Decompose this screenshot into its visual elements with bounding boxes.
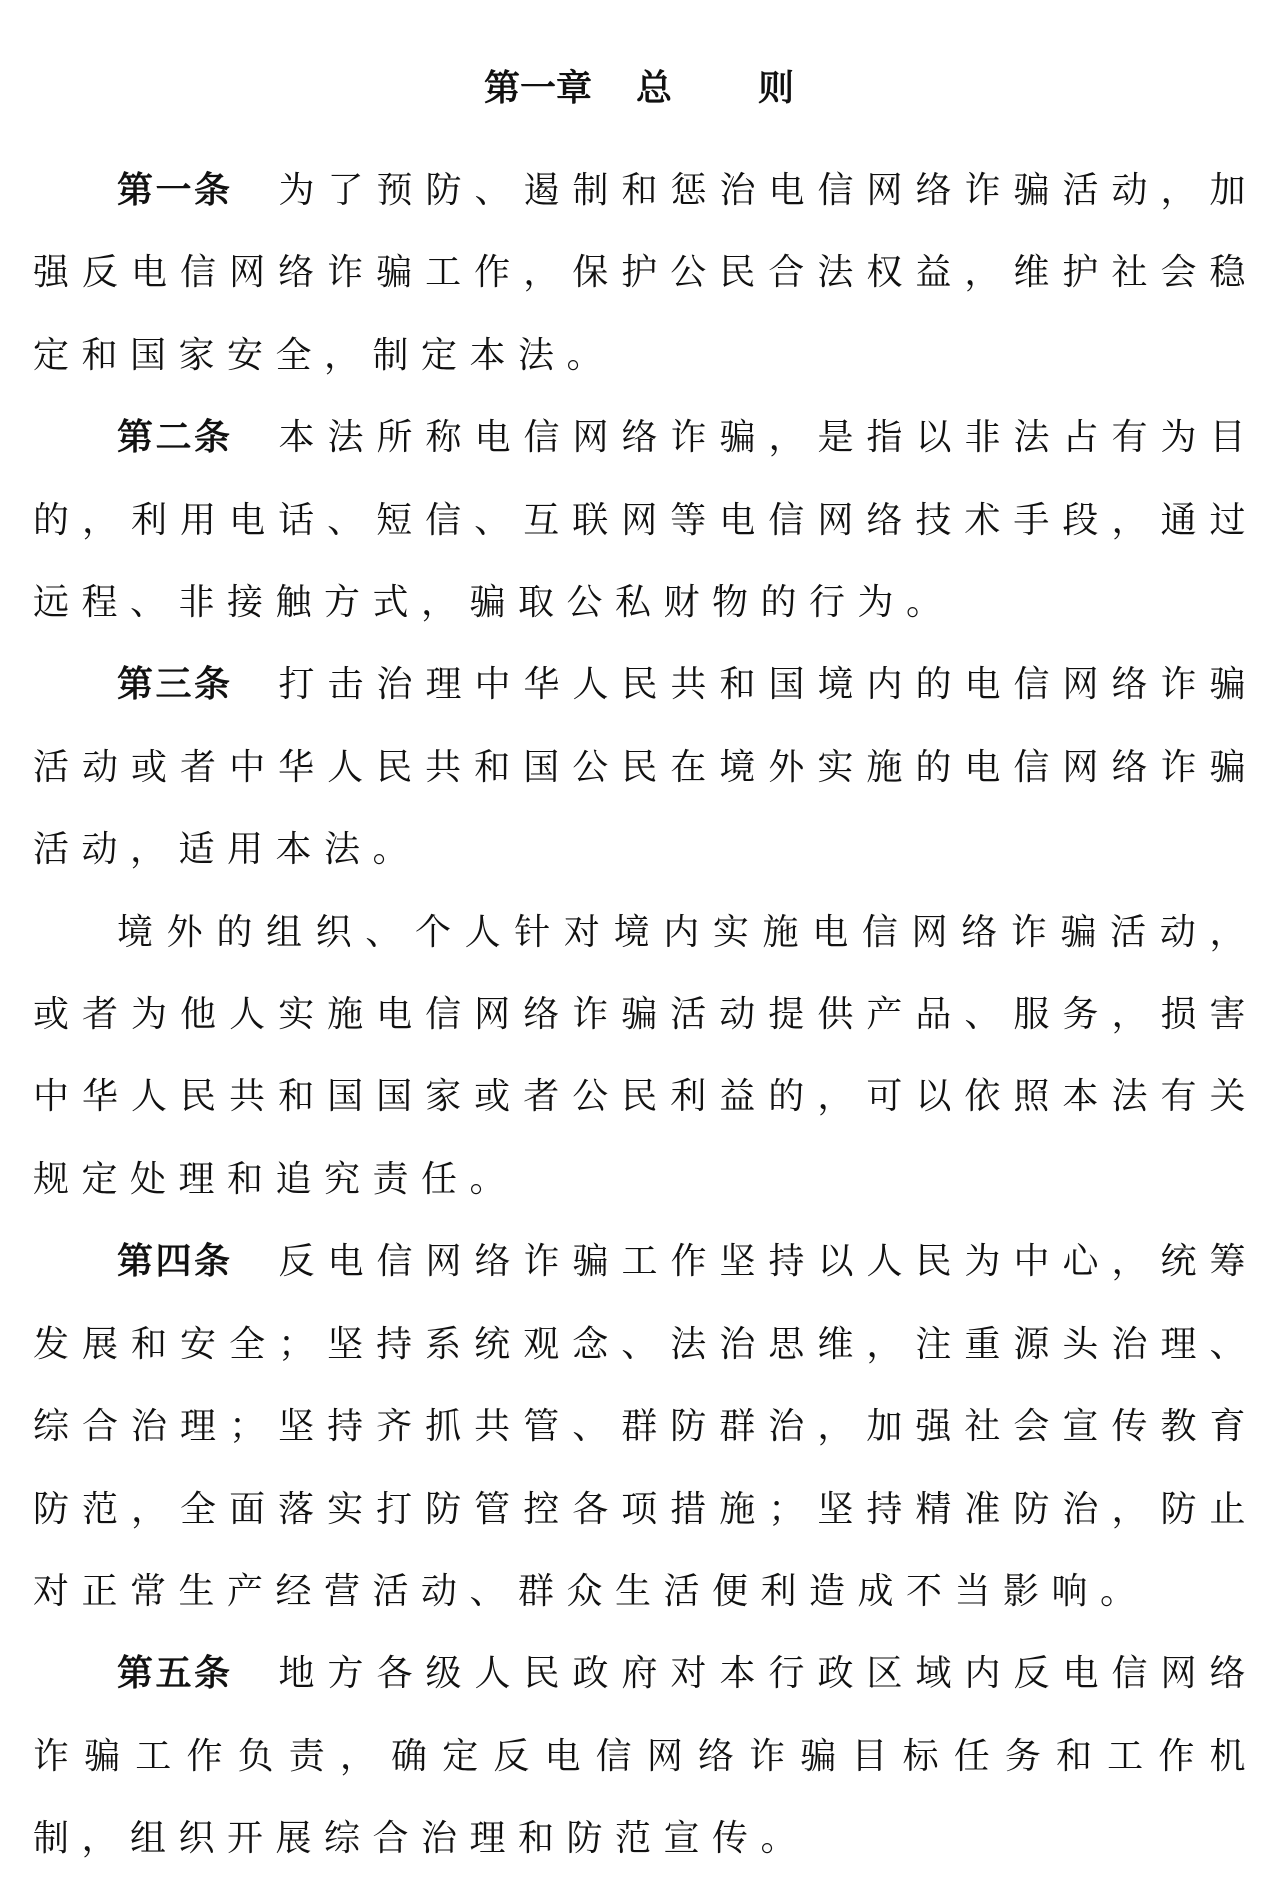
article-1 — [33, 150, 1258, 397]
article-text: 本法所称电信网络诈骗，是指以非法占有为目的，利用电话、短信、互联网等电信网络技术手段，通过远程、非接触方式，骗取公私财物的行为。 — [33, 417, 1258, 624]
article-label: 第五条 — [117, 1653, 233, 1695]
article-4 — [33, 1221, 1258, 1633]
article-label: 第四条 — [117, 1241, 233, 1283]
article-label: 第二条 — [117, 417, 233, 459]
chapter-title — [0, 64, 1278, 114]
body-text — [33, 150, 1258, 1881]
chapter-title-word-2: 则 — [758, 68, 795, 109]
article-text: 为了预防、遏制和惩治电信网络诈骗活动，加强反电信网络诈骗工作，保护公民合法权益，维护社会稳定和国家安全，制定本法。 — [33, 170, 1258, 376]
article-text: 打击治理中华人民共和国境内的电信网络诈骗活动或者中华人民共和国公民在境外实施的电信网络诈骗活动，适用本法。 — [33, 664, 1258, 871]
chapter-number: 第一章 — [483, 68, 592, 109]
article-label: 第三条 — [117, 664, 233, 706]
article-label: 第一条 — [117, 170, 233, 211]
article-3-paragraph-2 — [33, 892, 1258, 1222]
article-text: 反电信网络诈骗工作坚持以人民为中心，统筹发展和安全；坚持系统观念、法治思维，注重源头治理、综合治理；坚持齐抓共管、群防群治，加强社会宣传教育防范，全面落实打防管控各项措施；坚持精准防治，防止对正常生产经营活动、群众生活便利造成不当影响。 — [33, 1241, 1258, 1612]
article-3 — [33, 644, 1258, 891]
article-2 — [33, 397, 1258, 644]
article-text: 地方各级人民政府对本行政区域内反电信网络诈骗工作负责，确定反电信网络诈骗目标任务和工作机制，组织开展综合治理和防范宣传。 — [33, 1653, 1258, 1860]
article-5 — [33, 1633, 1258, 1880]
chapter-title-word-1: 总 — [635, 68, 672, 109]
article-text: 境外的组织、个人针对境内实施电信网络诈骗活动，或者为他人实施电信网络诈骗活动提供产品、服务，损害中华人民共和国国家或者公民利益的，可以依照本法有关规定处理和追究责任。 — [33, 911, 1258, 1200]
